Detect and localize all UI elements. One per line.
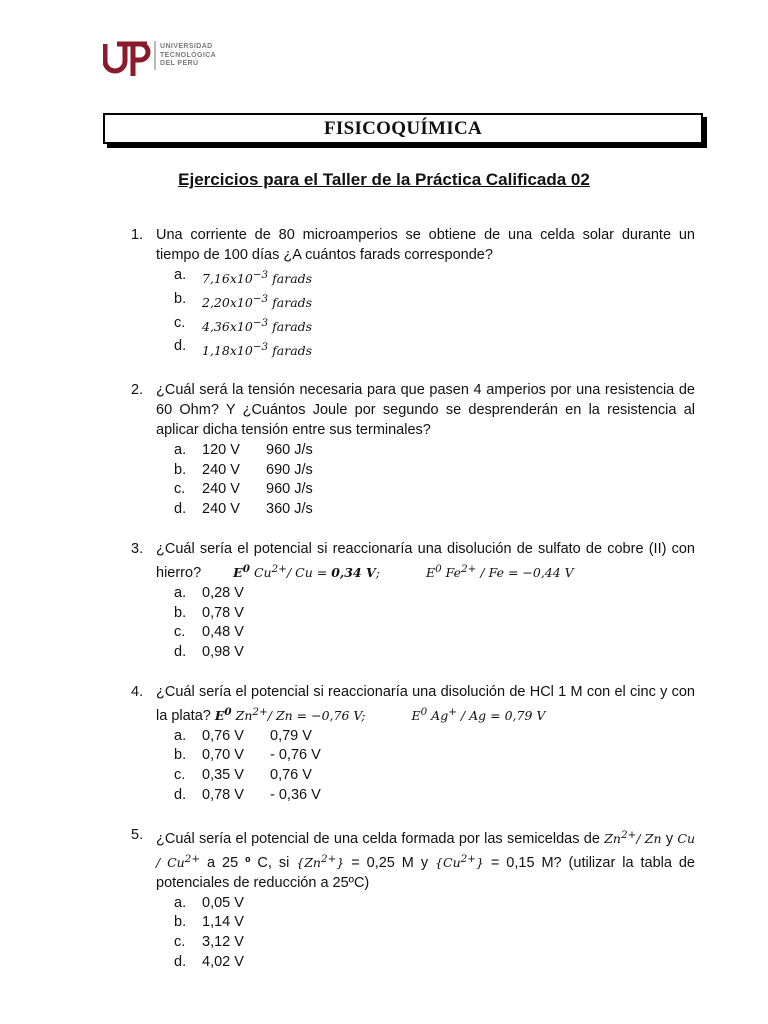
metal-symbol: Ag <box>469 707 487 723</box>
option-value: 0,98 V <box>202 644 244 661</box>
metal-symbol: Cu <box>295 564 313 580</box>
option-voltage: 240 V <box>202 501 240 518</box>
option-letter: c. <box>174 624 186 641</box>
question-2 <box>131 381 695 520</box>
option-a <box>174 584 695 604</box>
question-number: 1. <box>131 227 144 243</box>
potential-value: −0,76 V <box>311 707 362 723</box>
option-letter: c. <box>174 481 186 498</box>
option-d <box>174 643 695 663</box>
ion-symbol: Cu <box>253 564 272 580</box>
option-unit: farads <box>272 294 313 310</box>
option-a: a. $7,16x10^{-3}$ farads <box>174 266 313 286</box>
option-value-1: 0,35 V <box>202 767 244 784</box>
option-letter: a. <box>174 894 187 911</box>
option-exponent: −3 <box>252 268 269 281</box>
option-unit: farads <box>272 342 313 358</box>
option-value-2: 0,79 V <box>270 727 312 744</box>
option-voltage: 240 V <box>202 481 240 498</box>
option-letter: a. <box>174 727 187 744</box>
question-text: ¿Cuál sería el potencial si reaccionaría una disolución de HCl 1 M con el cinc y con la plata? $E^0$ $Zn^{2+}/$ Zn = −0,76 V; $E^0$ Ag+ / Ag = 0,79 V <box>156 683 695 724</box>
ion-charge: + <box>448 705 457 718</box>
ion-symbol: Ag <box>431 707 449 723</box>
option-value-1: 0,78 V <box>202 787 244 804</box>
option-letter: b. <box>174 290 187 307</box>
question-3 <box>131 540 695 663</box>
question-text-part: ¿Cuál sería el potencial de una celda formada por las semiceldas de <box>156 831 600 848</box>
option-letter: d. <box>174 338 187 355</box>
option-c: c. $4,36x10^{-3}$ farads <box>174 314 313 334</box>
question-text: ¿Cuál será la tensión necesaria para que pasen 4 amperios por una resistencia de 60 Ohm? Y ¿Cuántos Joule por segundo se desprenderán en la resistencia al aplicar dicha tensión entre sus terminales? <box>156 382 695 438</box>
option-exponent: −3 <box>252 292 269 305</box>
option-letter: c. <box>174 767 186 784</box>
option-list <box>156 584 695 663</box>
option-letter: d. <box>174 953 187 970</box>
option-mantissa: 7,16 <box>202 270 230 286</box>
option-letter: b. <box>174 914 187 931</box>
logo-line: TECNOLÓGICA <box>160 51 217 59</box>
ion-charge: 2+ <box>461 562 477 575</box>
potential-value: 0,34 V <box>331 564 376 580</box>
question-list <box>131 226 695 993</box>
option-d <box>174 500 695 520</box>
half-cell-zn: $Zn^{2+}/$ Zn <box>604 828 662 847</box>
question-text: ¿Cuál sería el potencial si reaccionaría una disolución de sulfato de cobre (II) con hierro? $E^0$ $Cu^{2+}/$ Cu = 0,34 V; $E^0$ $Fe^{2+} / Fe = -0,44$ V <box>156 540 695 581</box>
question-text-part: = 0,15 M? (utilizar la tabla de potenciales de reducción a 25ºC) <box>156 854 695 891</box>
option-c <box>174 623 695 643</box>
potential-value: 0,79 V <box>504 707 546 723</box>
option-d <box>174 786 695 806</box>
option-letter: a. <box>174 266 187 283</box>
option-list <box>156 266 695 362</box>
option-letter: c. <box>174 934 186 951</box>
option-letter: b. <box>174 747 187 764</box>
option-letter: a. <box>174 441 187 458</box>
option-a <box>174 441 695 461</box>
option-power: 690 J/s <box>266 461 313 478</box>
option-value: 0,05 V <box>202 894 244 911</box>
option-b: b. $2,20x10^{-3}$ farads <box>174 290 313 310</box>
option-unit: farads <box>272 318 313 334</box>
ion-charge: 2+ <box>271 562 287 575</box>
degree-symbol: º <box>245 854 251 871</box>
option-voltage: 240 V <box>202 461 240 478</box>
option-value: 4,02 V <box>202 953 244 970</box>
option-value: 3,12 V <box>202 934 244 951</box>
question-number: 4. <box>131 683 144 700</box>
question-text-part: = 0,25 M y <box>351 854 429 871</box>
ion-symbol: Zn <box>235 707 253 723</box>
question-number: 5. <box>131 826 144 843</box>
logo-line: UNIVERSIDAD <box>160 43 213 50</box>
question-number: 3. <box>131 540 144 557</box>
question-text: Una corriente de 80 microamperios se obtiene de una celda solar durante un tiempo de 100 días ¿A cuántos farads corresponde? <box>156 227 695 263</box>
metal-symbol: Zn <box>275 707 293 723</box>
option-c <box>174 480 695 500</box>
question-1 <box>131 226 695 361</box>
option-letter: d. <box>174 787 187 804</box>
ion-charge: 2+ <box>252 705 268 718</box>
option-value: 0,28 V <box>202 584 244 601</box>
concentration-cu: $\{Cu^{2+}\}$ <box>435 852 484 870</box>
question-text-part: y <box>665 831 674 848</box>
option-a <box>174 727 695 747</box>
question-4 <box>131 683 695 806</box>
option-power: 360 J/s <box>266 501 313 518</box>
option-value-2: 0,76 V <box>270 767 312 784</box>
option-b <box>174 913 695 933</box>
option-b <box>174 461 695 481</box>
option-value-2: - 0,36 V <box>270 787 321 804</box>
option-c <box>174 766 695 786</box>
option-d: d. $1,18x10^{-3}$ farads <box>174 338 313 358</box>
option-unit: farads <box>272 270 313 286</box>
option-exponent: −3 <box>252 316 269 329</box>
option-b <box>174 746 695 766</box>
option-value: 0,78 V <box>202 604 244 621</box>
option-c <box>174 933 695 953</box>
electrode-potential-1: $E^0$ <box>214 705 232 723</box>
option-value-2: - 0,76 V <box>270 747 321 764</box>
option-letter: a. <box>174 584 187 601</box>
question-text-part: a 25 <box>207 854 239 871</box>
option-letter: c. <box>174 314 186 331</box>
option-list <box>156 441 695 520</box>
metal-symbol: Fe <box>488 564 504 580</box>
option-letter: b. <box>174 461 187 478</box>
title-box <box>103 113 703 144</box>
option-value: 1,14 V <box>202 914 244 931</box>
half-cell-cu: Cu / $Cu^{2+}$ <box>156 831 696 870</box>
electrode-potential-1: $E^0$ <box>233 562 250 580</box>
option-value-1: 0,70 V <box>202 747 244 764</box>
option-letter: b. <box>174 604 187 621</box>
option-list <box>156 894 695 973</box>
potential-value: −0,44 V <box>522 564 574 580</box>
option-value: 0,48 V <box>202 624 244 641</box>
question-5 <box>131 826 695 973</box>
option-a <box>174 894 695 914</box>
option-mantissa: 1,18 <box>202 342 230 358</box>
concentration-zn: $\{Zn^{2+}\}$ <box>296 852 345 870</box>
option-b <box>174 604 695 624</box>
option-voltage: 120 V <box>202 441 240 458</box>
option-power: 960 J/s <box>266 481 313 498</box>
option-value-1: 0,76 V <box>202 727 244 744</box>
logo-text <box>160 43 216 69</box>
page-title: FISICOQUÍMICA <box>323 117 483 139</box>
option-letter: d. <box>174 501 187 518</box>
option-d <box>174 953 695 973</box>
logo-line: DEL PERÚ <box>160 60 199 68</box>
option-letter: d. <box>174 644 187 661</box>
question-text-main: ¿Cuál sería el potencial si reaccionaría una disolución de sulfato de cobre (II) con hierro? <box>156 540 695 581</box>
ion-symbol: Fe <box>445 564 462 580</box>
option-list <box>156 727 695 806</box>
question-text-main: ¿Cuál sería el potencial si reaccionaría una disolución de HCl 1 M con el cinc y con la plata? <box>156 683 695 724</box>
subtitle: Ejercicios para el Taller de la Práctica Calificada 02 <box>178 170 590 189</box>
question-number: 2. <box>131 382 144 399</box>
option-exponent: −3 <box>252 340 269 353</box>
electrode-potential-2: $E^0$ $Fe^{2+} / Fe = -0,44$ V <box>425 562 574 580</box>
question-text <box>156 826 695 894</box>
option-power: 960 J/s <box>266 441 313 458</box>
electrode-potential-2: $E^0$ Ag+ / Ag = 0,79 V <box>411 705 546 723</box>
option-mantissa: 4,36 <box>202 318 230 334</box>
question-text-part: C, si <box>257 854 290 871</box>
option-mantissa: 2,20 <box>202 294 230 310</box>
